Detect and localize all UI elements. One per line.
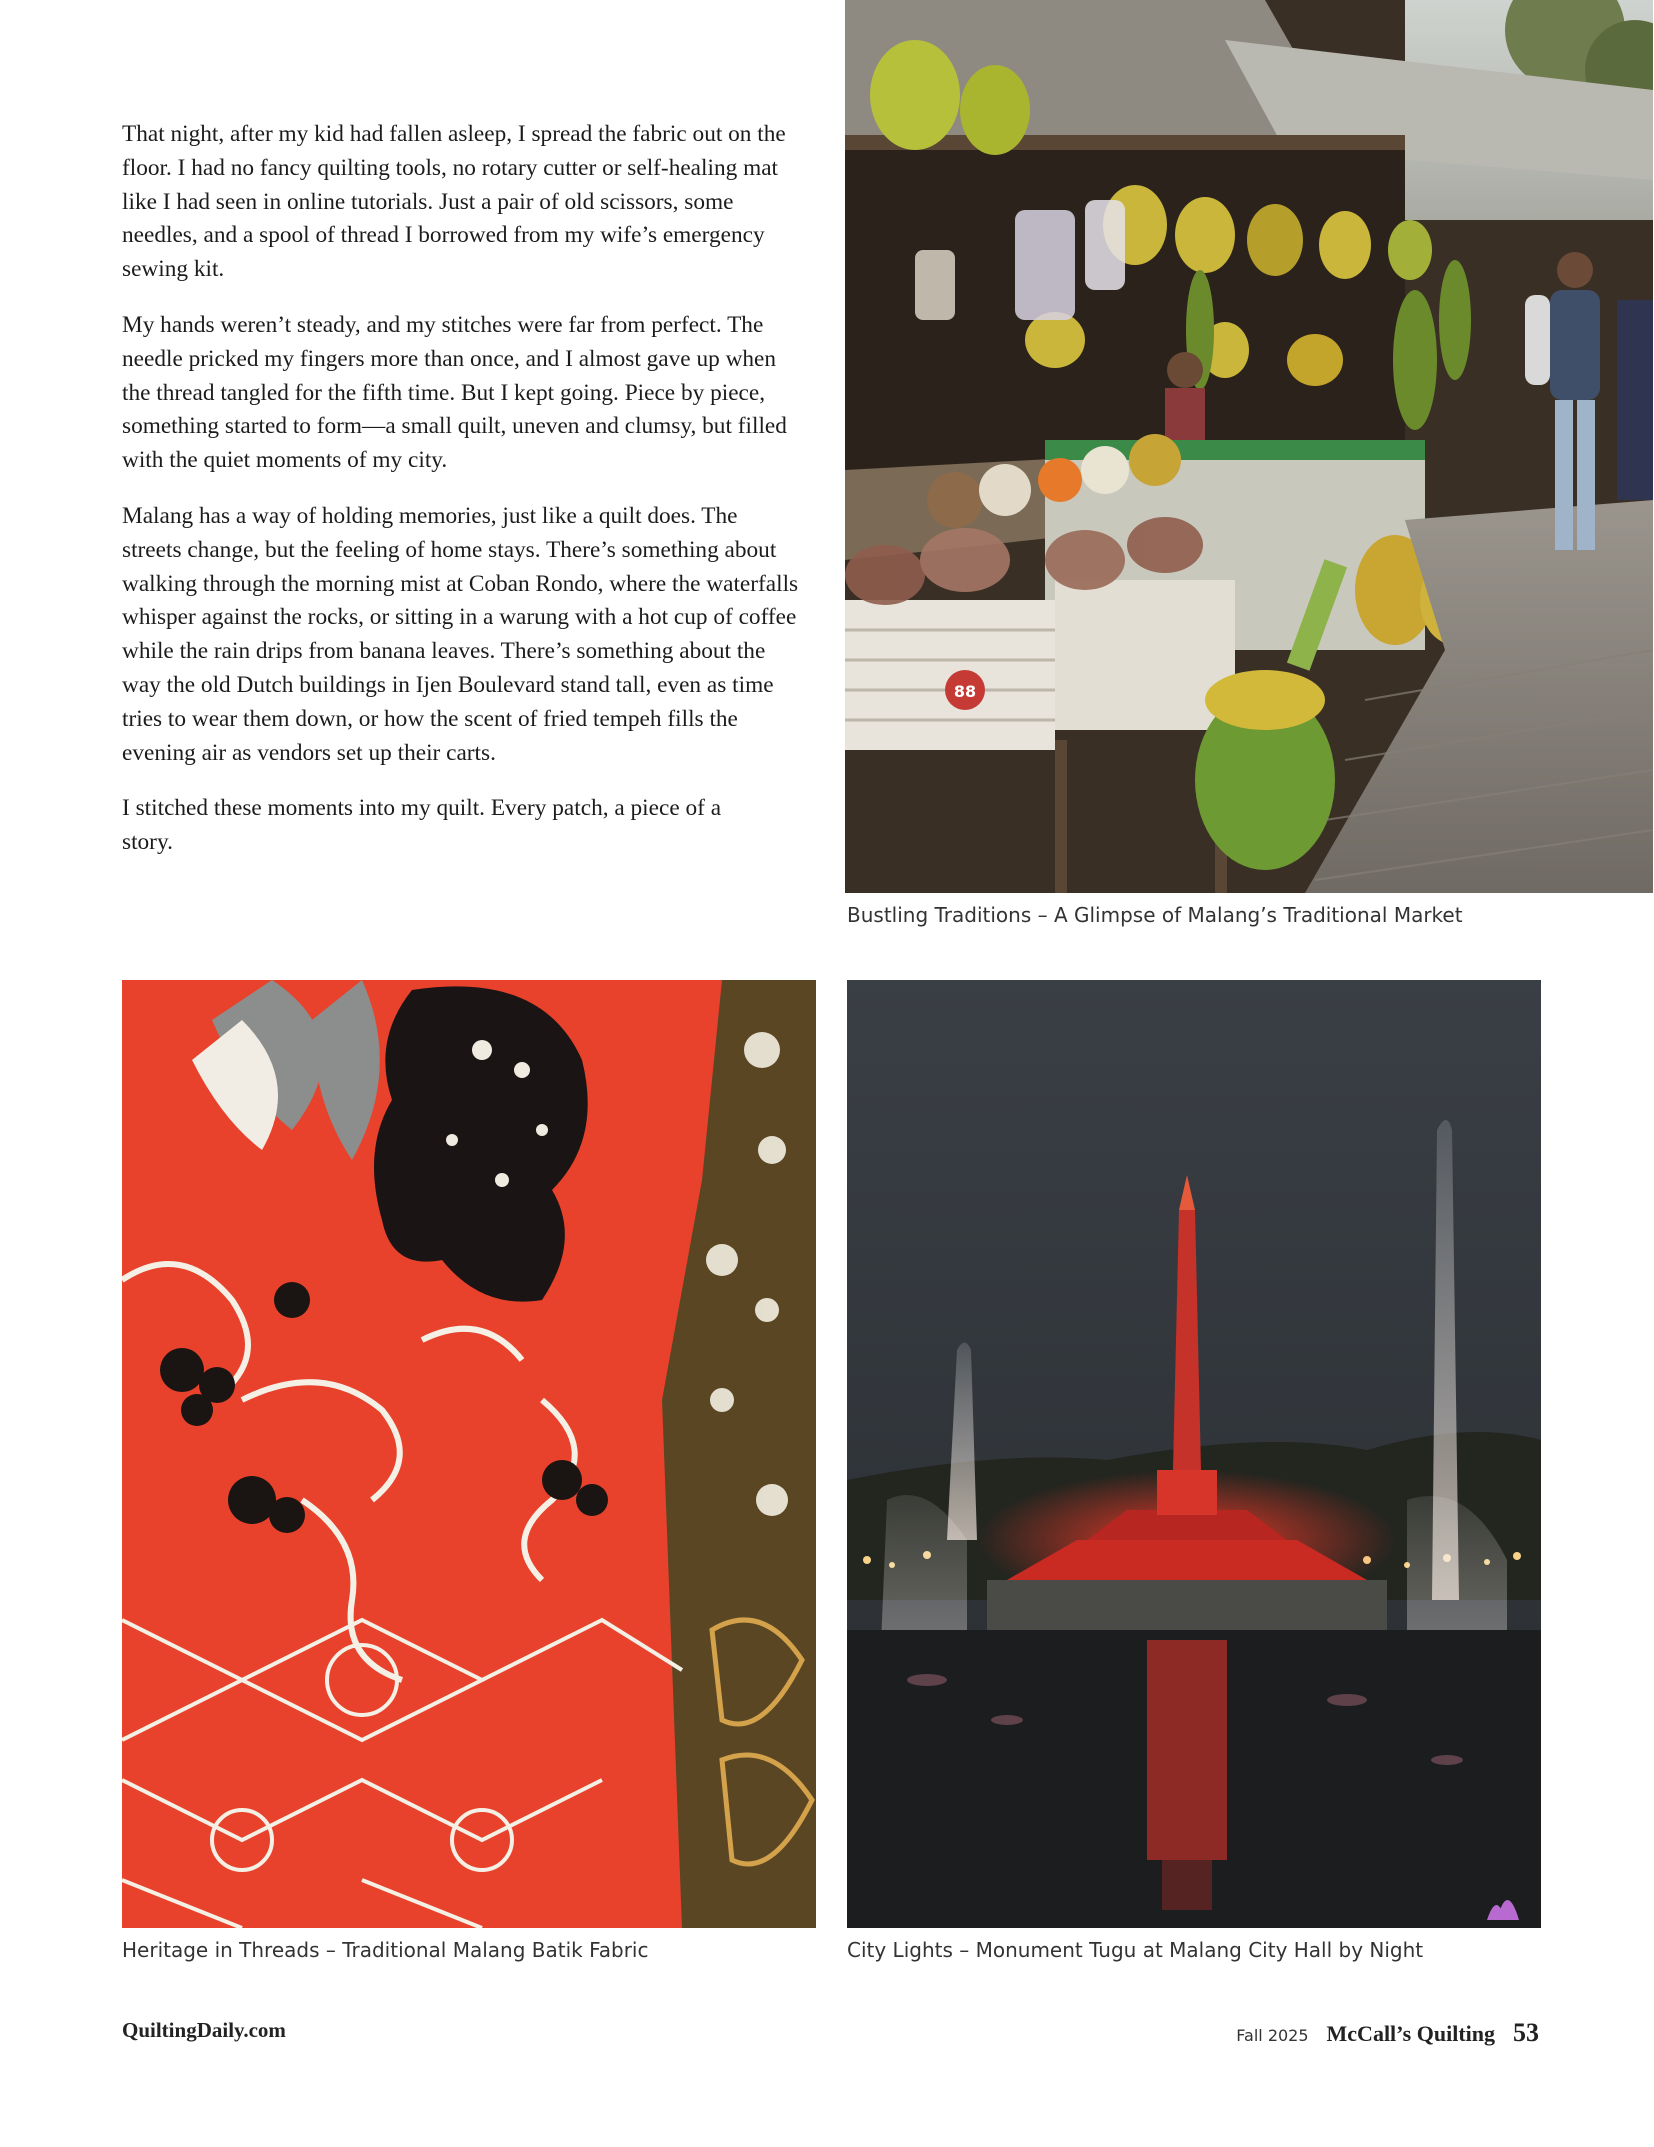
crate-number: 88 [953,682,977,701]
market-photo [845,0,1653,893]
footer-publication [1236,2018,1539,2048]
footer-website: QuiltingDaily.com [122,2018,286,2042]
footer-magazine: McCall’s Quilting [1326,2021,1495,2046]
batik-fabric-illustration [122,980,816,1928]
article-paragraph: I stitched these moments into my quilt. Every patch, a piece of a story. [122,795,722,856]
page-number: 53 [1513,2018,1539,2047]
footer-season: Fall 2025 [1236,2026,1309,2045]
batik-photo [122,980,816,1928]
batik-photo-caption: Heritage in Threads – Traditional Malang Batik Fabric [122,1938,649,1962]
market-photo-illustration [845,0,1653,893]
monument-photo-caption: City Lights – Monument Tugu at Malang City Hall by Night [847,1938,1424,1962]
market-photo-caption: Bustling Traditions – A Glimpse of Malang’s Traditional Market [847,903,1463,927]
article-paragraph: My hands weren’t steady, and my stitches were far from perfect. The needle pricked my fingers more than once, and I almost gave up when the thread tangled for the fifth time. But I kept going. Piece by piece, something started to form—a small quilt, uneven and clumsy, but filled with the quiet moments of my city. [122,311,787,474]
monument-photo [847,980,1541,1928]
article-paragraph: That night, after my kid had fallen asleep, I spread the fabric out on the floor. I had no fancy quilting tools, no rotary cutter or self-healing mat like I had seen in online tutorials. Just a pair of old scissors, some needles, and a spool of thread I borrowed from my wife’s emergency sewing kit. [122,121,786,283]
article-paragraph: Malang has a way of holding memories, just like a quilt does. The streets change, but the feeling of home stays. There’s something about walking through the morning mist at Coban Rondo, where the waterfalls whisper against the rocks, or sitting in a warung with a hot cup of coffee while the rain drips from banana leaves. There’s something about the way the old Dutch buildings in Ijen Boulevard stand tall, even as time tries to wear them down, or how the scent of fried tempeh fills the evening air as vendors set up their carts. [122,502,799,766]
monument-night-illustration [847,980,1541,1928]
article-body [122,118,802,882]
